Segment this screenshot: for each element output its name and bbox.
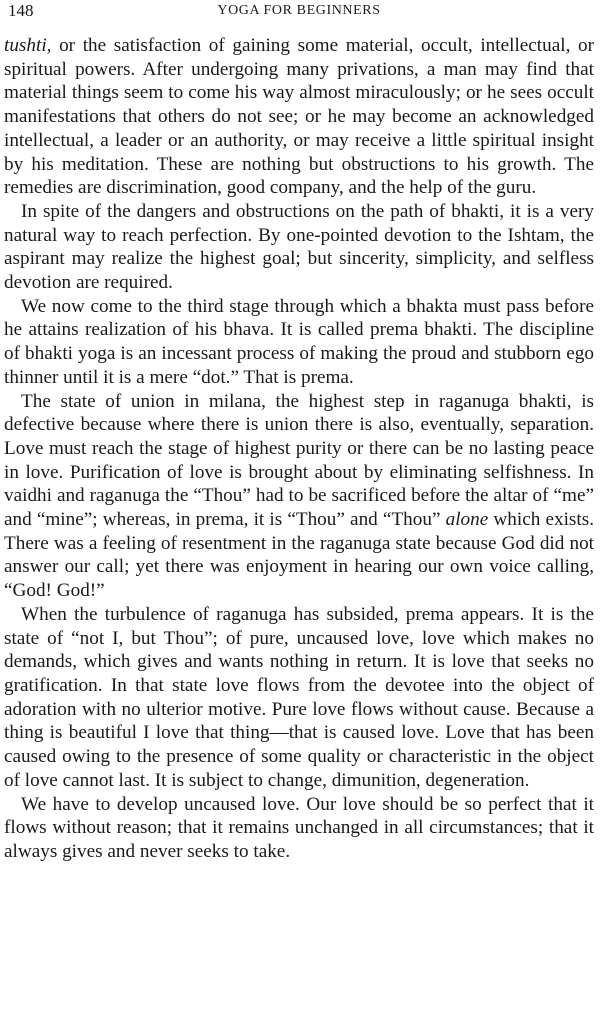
paragraph-4 [4,390,594,603]
italic-word-alone: alone [445,509,489,531]
paragraph-1-text: or the satisfaction of gaining some material, occult, intellectual, or spiritual powers. After undergoing many privations, a man may find that material things seem to come his way almost miraculously; or he sees occult manifestations that others do not see; or he may become an acknowledged intellectual, a leader or an authority, or may receive a little spiritual insight by his meditation. These are nothing but obstructions to his growth. The remedies are discrimination, good company, and the help of the guru. [4,35,594,199]
paragraph-4-text-b: which exists. There was a feeling of resentment in the raganuga state because God did not answer our call; yet there was enjoyment in hearing our own voice calling, “God! God!” [4,509,594,602]
running-title: YOGA FOR BEGINNERS [217,3,381,18]
paragraph-6: We have to develop uncaused love. Our love should be so perfect that it flows without reason; that it remains unchanged in all circumstances; that it always gives and never seeks to take. [4,793,594,862]
paragraph-2: In spite of the dangers and obstructions on the path of bhakti, it is a very natural way to reach perfection. By one-pointed devotion to the Ishtam, the aspirant may realize the highest goal; but sincerity, simplicity, and selfless devotion are required. [4,200,594,294]
paragraph-5: When the turbulence of raganuga has subsided, prema appears. It is the state of “not I, but Thou”; of pure, uncaused love, love which makes no demands, which gives and wants nothing in return. It is love that seeks no gratification. In that state love flows from the devotee into the object of adoration with no ulterior motive. Pure love flows without cause. Because a thing is beautiful I love that thing—that is caused love. Love that has been caused owing to the presence of some quality or characteristic in the object of love cannot last. It is subject to change, dimunition, degeneration. [4,603,594,791]
page-header [4,0,594,26]
italic-term-tushti: tushti, [4,35,52,56]
paragraph-4-text-a: The state of union in milana, the highest step in raganuga bhakti, is defective because where there is union there is also, eventually, separation. Love must reach the stage of highest purity or there can be no lasting peace in love. Purification of love is brought about by eliminating selfishness. In vaidhi and raganuga the “Thou” had to be sacrificed before the altar of “me” and “mine”; whereas, in prema, it is “Thou” and “Thou” [4,390,594,531]
page-number: 148 [8,1,34,20]
paragraph-1 [4,34,594,200]
body-text [4,34,594,864]
paragraph-3: We now come to the third stage through which a bhakta must pass before he attains realization of his bhava. It is called prema bhakti. The discipline of bhakti yoga is an incessant process of making the proud and stubborn ego thinner until it is a mere “dot.” That is prema. [4,295,594,388]
